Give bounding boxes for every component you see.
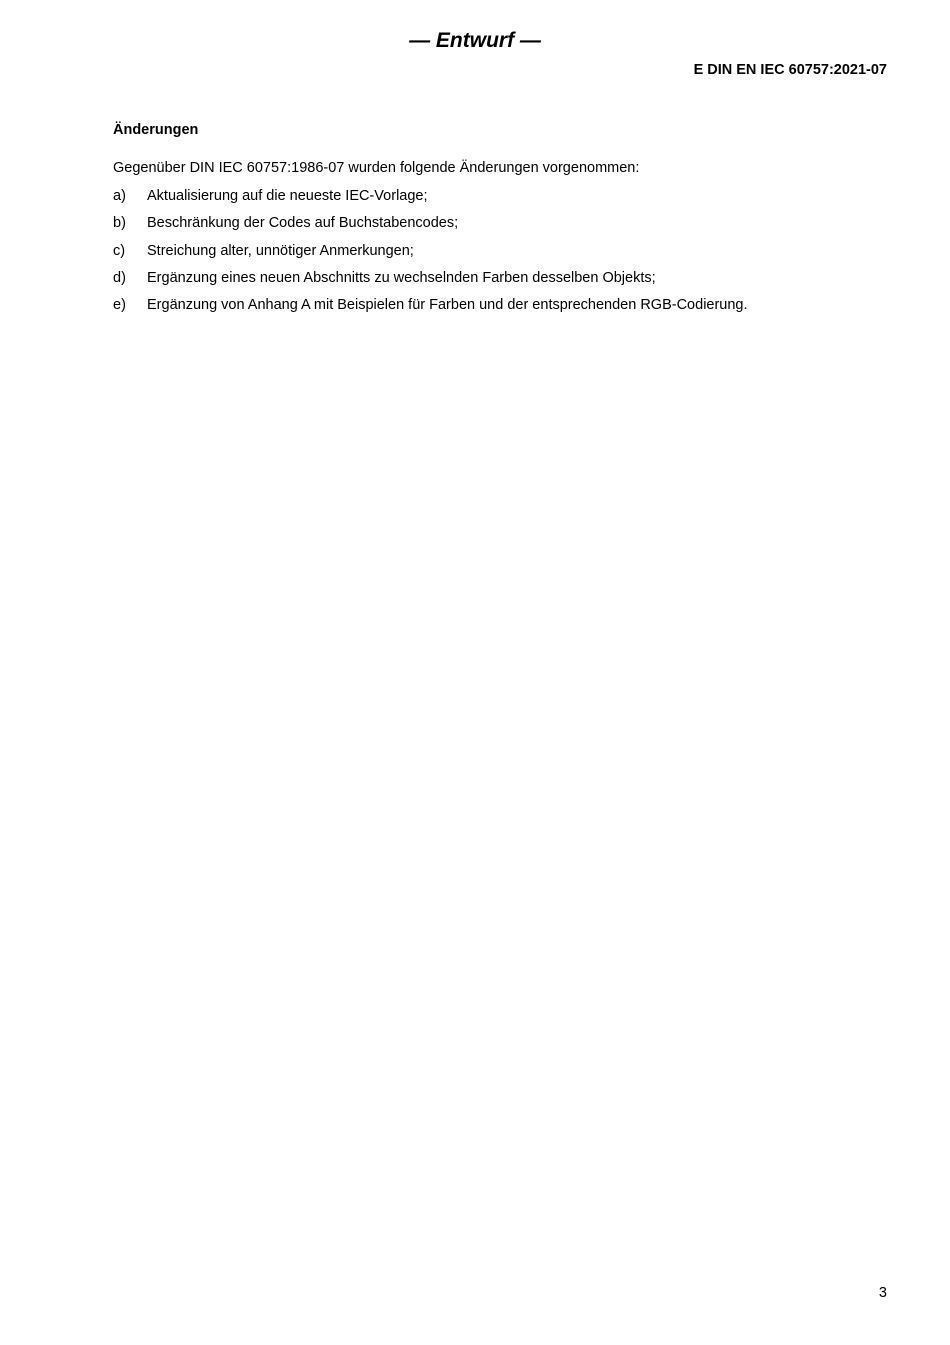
list-marker: b) <box>113 215 126 232</box>
intro-paragraph: Gegenüber DIN IEC 60757:1986-07 wurden folgende Änderungen vorgenommen: <box>113 160 640 176</box>
list-item-text: Beschränkung der Codes auf Buchstabencodes; <box>147 215 459 232</box>
list-item-text: Aktualisierung auf die neueste IEC-Vorlage; <box>147 188 428 204</box>
draft-banner: — Entwurf — <box>409 29 541 52</box>
section-heading: Änderungen <box>113 122 199 138</box>
list-marker: c) <box>113 242 126 259</box>
page-number: 3 <box>878 1285 887 1301</box>
list-item-text: Streichung alter, unnötiger Anmerkungen; <box>147 242 414 259</box>
document-id: E DIN EN IEC 60757:2021-07 <box>693 62 887 78</box>
list-item-text: Ergänzung von Anhang A mit Beispielen für Farben und der entsprechenden RGB-Codierung. <box>147 297 748 314</box>
list-item-text: Ergänzung eines neuen Abschnitts zu wechselnden Farben desselben Objekts; <box>147 269 656 286</box>
list-marker: e) <box>113 297 126 314</box>
list-marker: d) <box>113 269 126 286</box>
list-marker: a) <box>113 188 126 204</box>
